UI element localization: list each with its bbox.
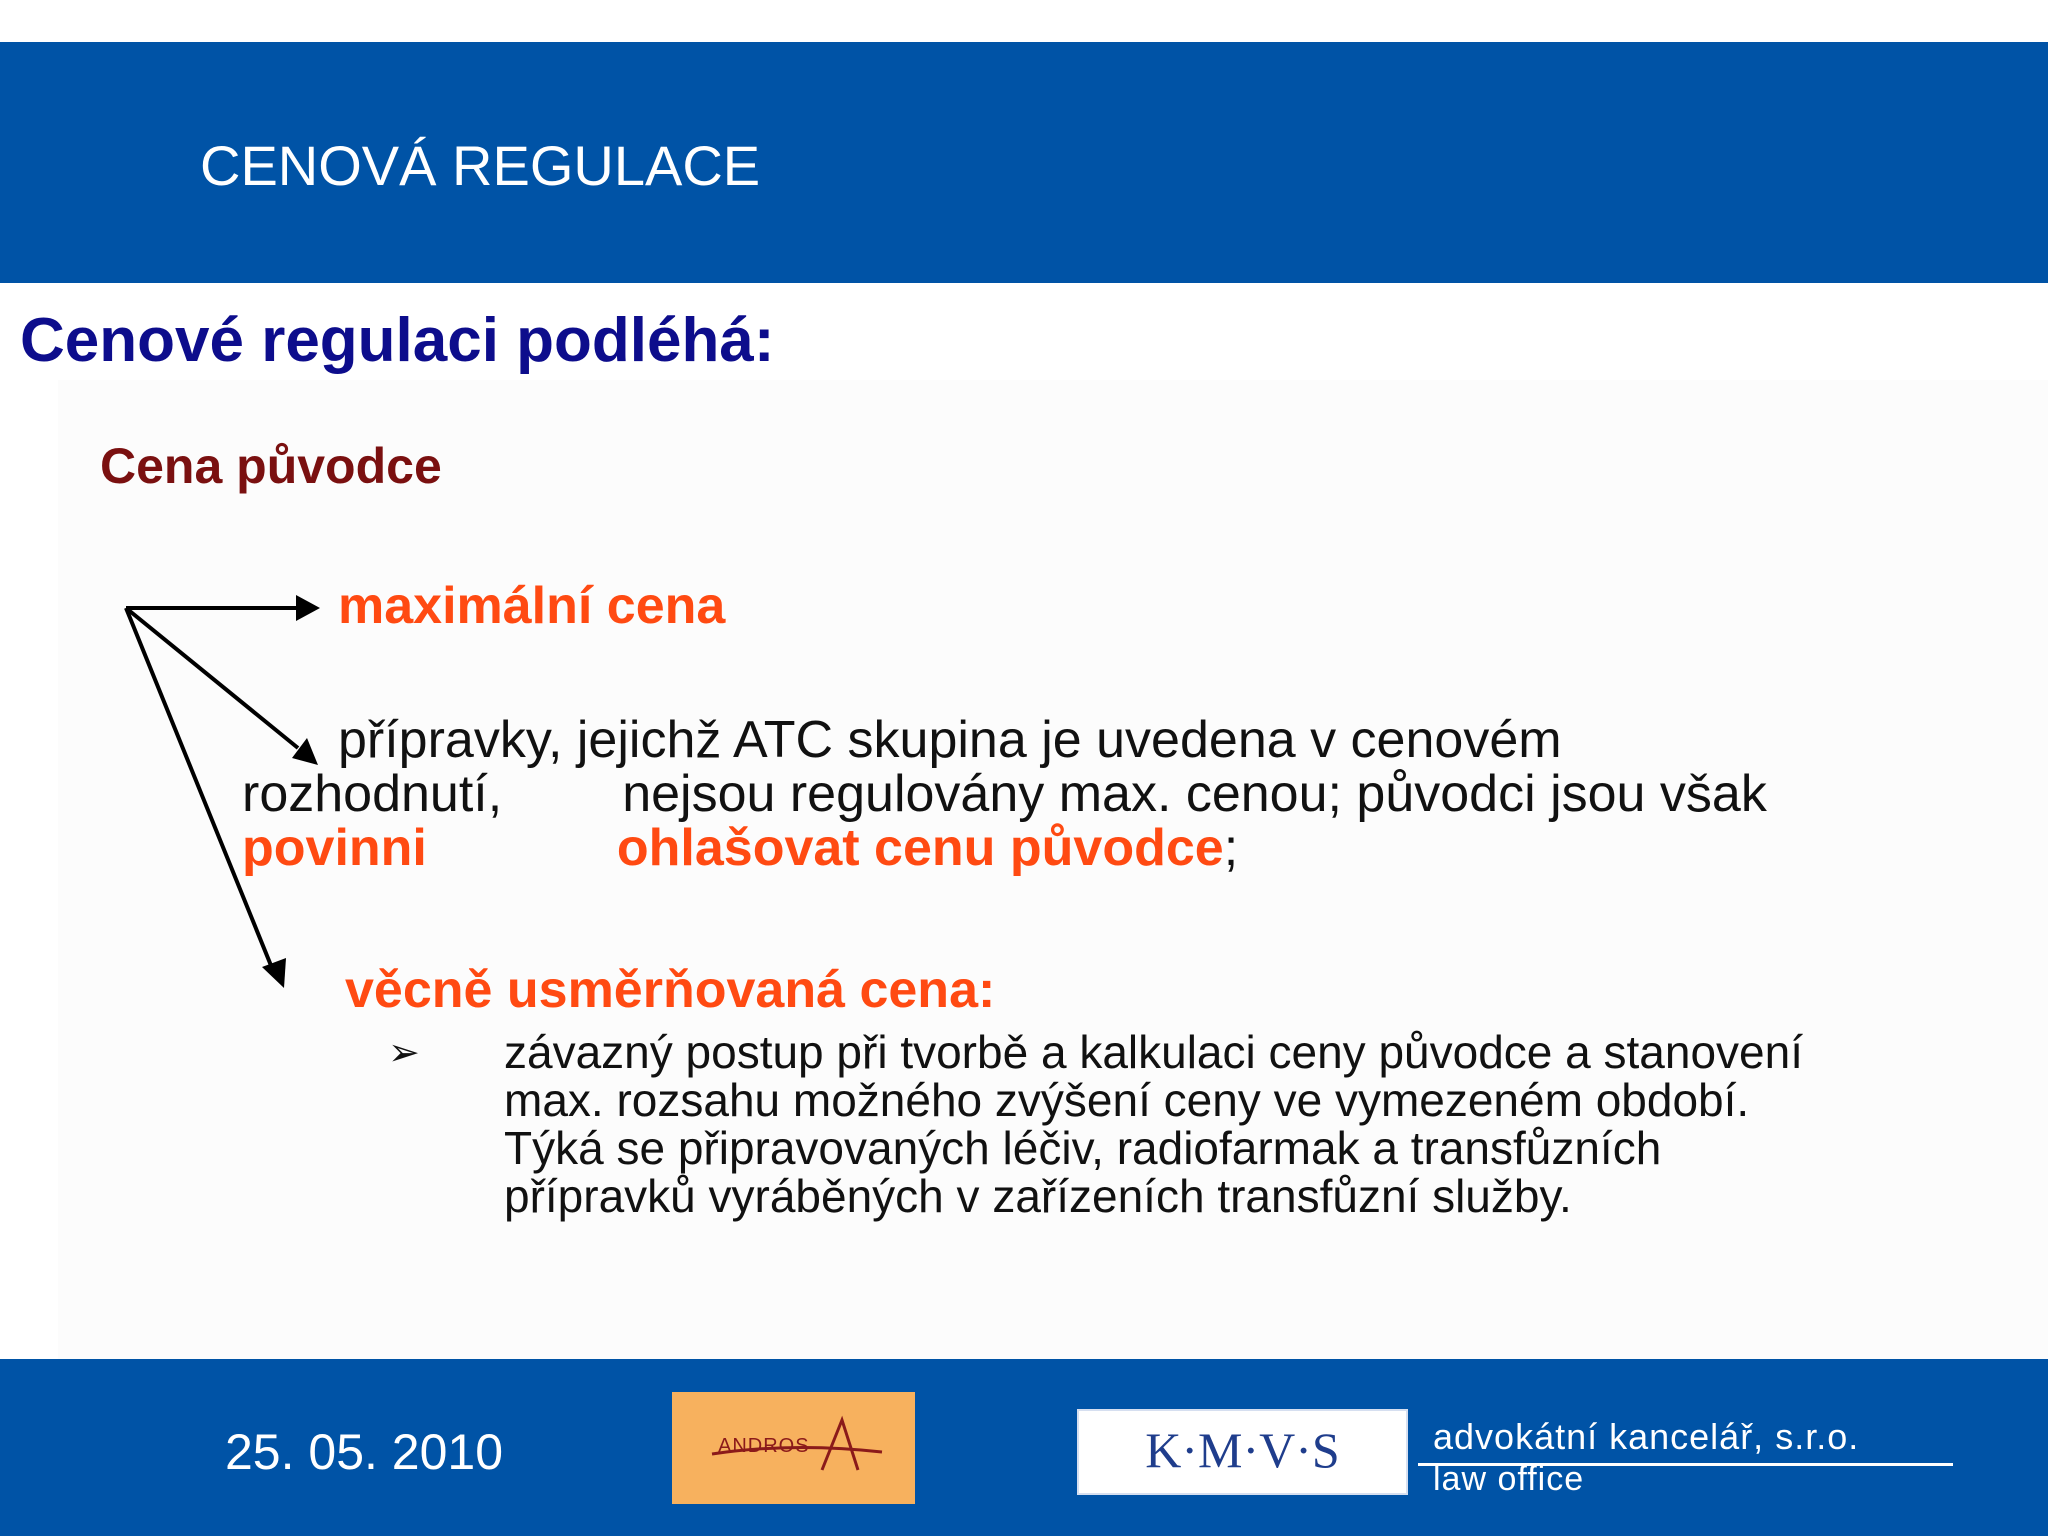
obligation-word: povinni	[242, 819, 427, 877]
obligation-phrase: ohlašovat cenu původce	[616, 819, 1224, 877]
bullet-line-2: max. rozsahu možného zvýšení ceny ve vymezeném období.	[504, 1074, 1750, 1126]
paragraph-end: ;	[1223, 819, 1239, 877]
law-office-label: law office	[1433, 1460, 1585, 1498]
arrowhead-regulated-price	[262, 958, 286, 988]
slide-title: CENOVÁ REGULACE	[200, 134, 761, 197]
law-office-name: advokátní kancelář, s.r.o.	[1433, 1416, 1860, 1457]
andros-logo-text: ANDROS	[718, 1435, 810, 1457]
paragraph-line-3	[242, 821, 1972, 875]
regulated-price-label: věcně usměrňovaná cena:	[345, 961, 996, 1019]
footer-date: 25. 05. 2010	[225, 1424, 504, 1480]
arrowhead-max-price	[296, 595, 320, 621]
bullet-line-3: Týká se připravovaných léčiv, radiofarmak a transfůzních	[504, 1122, 1662, 1174]
paragraph-line-2b: nejsou regulovány max. cenou; původci jsou však	[622, 765, 1767, 823]
paragraph-line-1: přípravky, jejichž ATC skupina je uvedena v cenovém	[338, 711, 1562, 769]
bullet-line-4: přípravků vyráběných v zařízeních transfůzní služby.	[504, 1170, 1572, 1222]
subheading: Cena původce	[100, 438, 442, 494]
kmvs-logo	[1077, 1409, 1408, 1495]
paragraph-line-2a: rozhodnutí,	[242, 765, 503, 823]
preparations-paragraph	[242, 713, 1972, 875]
andros-logo	[672, 1392, 915, 1504]
main-heading: Cenové regulaci podléhá:	[20, 306, 775, 375]
max-price-label: maximální cena	[338, 577, 726, 635]
kmvs-logo-text: K·M·V·S	[1145, 1422, 1340, 1478]
bullet-line-1: závazný postup při tvorbě a kalkulaci ceny původce a stanovení	[504, 1026, 1803, 1078]
regulated-price-description	[504, 1028, 2004, 1220]
paragraph-line-2	[242, 767, 1972, 821]
arrow-bullet-icon: ➢	[388, 1032, 420, 1074]
